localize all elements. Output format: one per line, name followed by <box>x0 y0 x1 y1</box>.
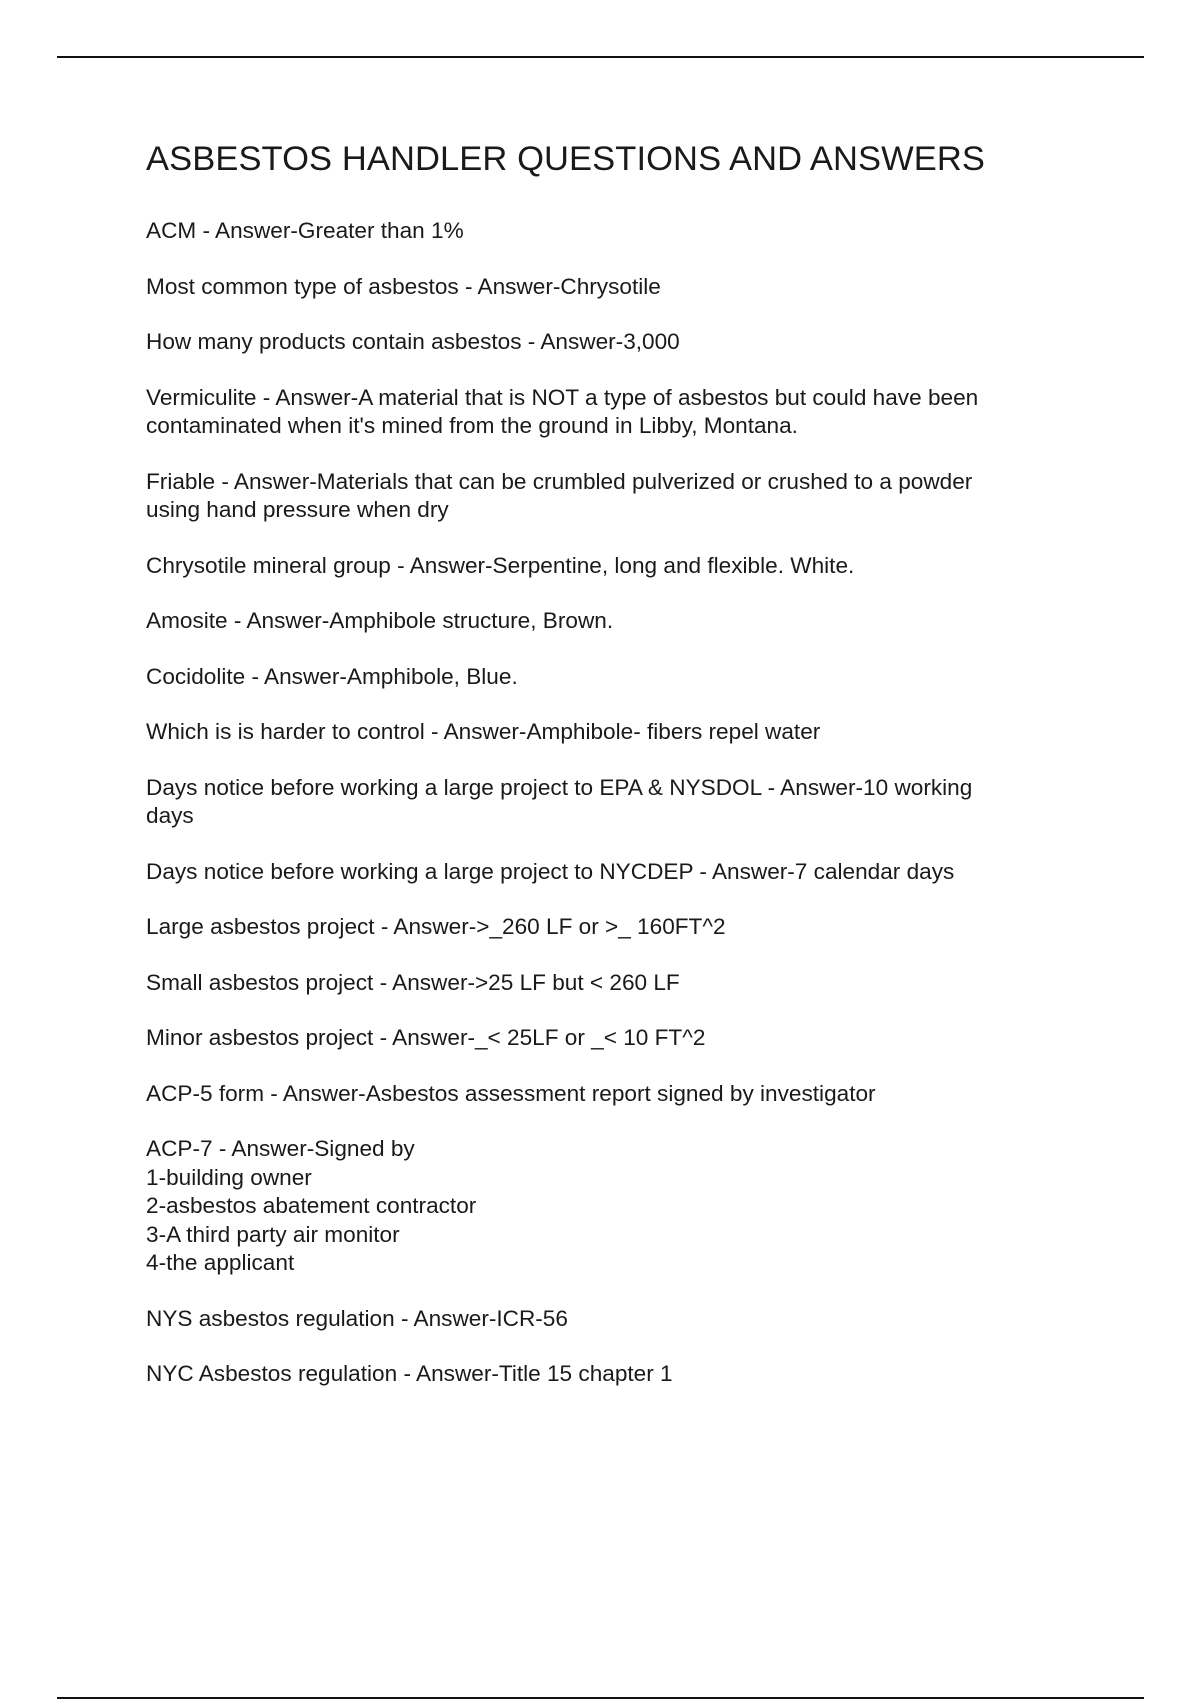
qa-item <box>146 273 1076 302</box>
qa-text: days <box>146 803 194 828</box>
qa-text: Amosite - Answer-Amphibole structure, Brown. <box>146 608 614 633</box>
qa-text: Large asbestos project - Answer->_260 LF or >_ 160FT^2 <box>146 914 726 939</box>
qa-text: Which is is harder to control - Answer-Amphibole- fibers repel water <box>146 719 821 744</box>
qa-item <box>146 384 1076 441</box>
qa-text: 1-building owner <box>146 1164 312 1190</box>
qa-item <box>146 607 1076 636</box>
qa-text: Friable - Answer-Materials that can be crumbled pulverized or crushed to a powder <box>146 468 973 494</box>
qa-text: How many products contain asbestos - Answer-3,000 <box>146 329 680 354</box>
qa-item <box>146 468 1076 525</box>
qa-item <box>146 217 1076 246</box>
qa-item <box>146 774 1076 831</box>
qa-item <box>146 1080 1076 1109</box>
qa-item <box>146 552 1076 581</box>
qa-text: NYC Asbestos regulation - Answer-Title 15 chapter 1 <box>146 1361 673 1386</box>
qa-item <box>146 969 1076 998</box>
qa-item <box>146 858 1076 887</box>
qa-item <box>146 718 1076 747</box>
document-body <box>146 140 1076 1416</box>
qa-item <box>146 328 1076 357</box>
qa-text: 4-the applicant <box>146 1250 295 1275</box>
qa-text: 3-A third party air monitor <box>146 1221 400 1247</box>
top-rule <box>57 56 1144 58</box>
qa-text: contaminated when it's mined from the ground in Libby, Montana. <box>146 413 798 438</box>
qa-text: Days notice before working a large project to NYCDEP - Answer-7 calendar days <box>146 858 955 884</box>
qa-item <box>146 663 1076 692</box>
qa-text: NYS asbestos regulation - Answer-ICR-56 <box>146 1305 568 1331</box>
qa-item <box>146 1135 1076 1278</box>
qa-list <box>146 217 1076 1389</box>
qa-text: ACM - Answer-Greater than 1% <box>146 218 464 243</box>
qa-text: ACP-5 form - Answer-Asbestos assessment report signed by investigator <box>146 1080 876 1106</box>
qa-item <box>146 913 1076 942</box>
qa-text: Vermiculite - Answer-A material that is NOT a type of asbestos but could have been <box>146 384 979 410</box>
bottom-rule <box>57 1697 1144 1699</box>
qa-item <box>146 1305 1076 1334</box>
qa-item <box>146 1024 1076 1053</box>
qa-text: using hand pressure when dry <box>146 497 449 522</box>
qa-item <box>146 1360 1076 1389</box>
qa-text: ACP-7 - Answer-Signed by <box>146 1136 415 1161</box>
qa-text: Cocidolite - Answer-Amphibole, Blue. <box>146 663 518 689</box>
qa-text: Most common type of asbestos - Answer-Chrysotile <box>146 273 661 299</box>
document-title: ASBESTOS HANDLER QUESTIONS AND ANSWERS <box>146 140 986 178</box>
qa-text: 2-asbestos abatement contractor <box>146 1193 477 1218</box>
qa-text: Small asbestos project - Answer->25 LF but < 260 LF <box>146 969 680 995</box>
qa-text: Minor asbestos project - Answer-_< 25LF or _< 10 FT^2 <box>146 1025 706 1050</box>
qa-text: Chrysotile mineral group - Answer-Serpentine, long and flexible. White. <box>146 552 855 578</box>
qa-text: Days notice before working a large project to EPA & NYSDOL - Answer-10 working <box>146 774 973 800</box>
